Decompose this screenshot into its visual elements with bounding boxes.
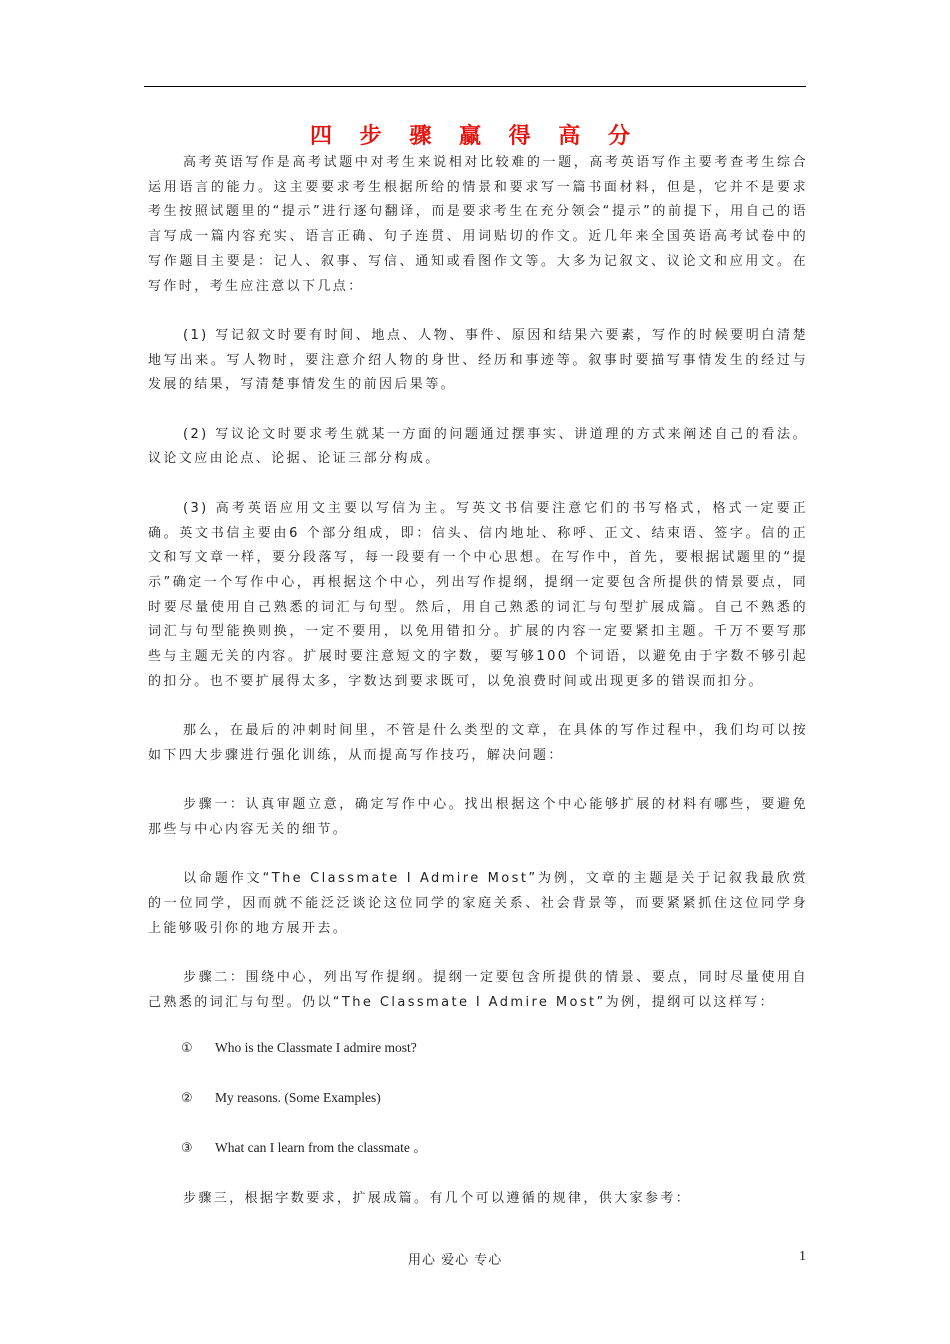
paragraph-intro: 高考英语写作是高考试题中对考生来说相对比较难的一题，高考英语写作主要考查考生综合运用语言的能力。这主要要求考生根据所给的情景和要求写一篇书面材料，但是，它并不是要求考生按照试题里的“提示”进行逐句翻译，而是要求考生在充分领会“提示”的前提下，用自己的语言写成一篇内容充实、语言正确、句子连贯、用词贴切的作文。近几年来全国英语高考试卷中的写作题目主要是：记人、叙事、写信、通知或看图作文等。大多为记叙文、议论文和应用文。在写作时，考生应注意以下几点： <box>148 155 808 294</box>
paragraph-step-1: 步骤一：认真审题立意，确定写作中心。找出根据这个中心能够扩展的材料有哪些，要避免那些与中心内容无关的细节。 <box>148 797 808 837</box>
document-body <box>148 151 808 1211</box>
paragraph-point-3: (3) 高考英语应用文主要以写信为主。写英文书信要注意它们的书写格式，格式一定要正确。英文书信主要由6 个部分组成，即：信头、信内地址、称呼、正文、结束语、签字。信的正文和写文章一样，要分段落写，每一段要有一个中心思想。在写作中，首先，要根据试题里的“提示”确定一个写作中心，再根据这个中心，列出写作提纲，提纲一定要包含所提供的情景要点，同时要尽量使用自己熟悉的词汇与句型。然后，用自己熟悉的词汇与句型扩展成篇。自己不熟悉的词汇与句型能换则换，一定不要用，以免用错扣分。扩展的内容一定要紧扣主题。千万不要写那些与主题无关的内容。扩展时要注意短文的字数，要写够100 个词语，以避免由于字数不够引起的扣分。也不要扩展得太多，字数达到要求既可，以免浪费时间或出现更多的错误而扣分。 <box>148 500 808 689</box>
outline-item <box>148 1086 808 1112</box>
outline-number: ③ <box>181 1141 193 1157</box>
outline-number: ② <box>181 1090 193 1106</box>
page-number: 1 <box>799 1249 806 1264</box>
paragraph-transition: 那么，在最后的冲刺时间里，不管是什么类型的文章，在具体的写作过程中，我们均可以按如下四大步骤进行强化训练，从而提高写作技巧，解决问题： <box>148 723 808 763</box>
footer-text: 用心 爱心 专心 <box>408 1253 503 1268</box>
paragraph-point-2: (2) 写议论文时要求考生就某一方面的问题通过摆事实、讲道理的方式来阐述自己的看法。议论文应由论点、论据、论证三部分构成。 <box>148 426 808 467</box>
page-title: 四 步 骤 赢 得 高 分 <box>310 124 640 149</box>
paragraph-step-2: 步骤二：围绕中心，列出写作提纲。提纲一定要包含所提供的情景、要点，同时尽量使用自己熟悉的词汇与句型。仍以“The Classmate I Admire Most”为例，提纲可以这样写： <box>148 970 808 1010</box>
outline-text: My reasons. (Some Examples) <box>215 1089 381 1105</box>
outline-item <box>148 1136 808 1162</box>
outline-number: ① <box>181 1040 193 1056</box>
outline-text: What can I learn from the classmate 。 <box>215 1140 427 1156</box>
header-rule <box>144 86 806 87</box>
paragraph-step-3: 步骤三，根据字数要求，扩展成篇。有几个可以遵循的规律，供大家参考： <box>183 1190 692 1206</box>
paragraph-point-1: (1) 写记叙文时要有时间、地点、人物、事件、原因和结果六要素，写作的时候要明白清楚地写出来。写人物时，要注意介绍人物的身世、经历和事迹等。叙事时要描写事情发生的经过与发展的结果，写清楚事情发生的前因后果等。 <box>148 327 808 393</box>
outline-item <box>148 1036 808 1062</box>
paragraph-example: 以命题作文“The Classmate I Admire Most”为例，文章的主题是关于记叙我最欣赏的一位同学，因而就不能泛泛谈论这位同学的家庭关系、社会背景等，而要紧紧抓住这位同学身上能够吸引你的地方展开去。 <box>148 871 808 936</box>
outline-text: Who is the Classmate I admire most? <box>215 1039 417 1055</box>
